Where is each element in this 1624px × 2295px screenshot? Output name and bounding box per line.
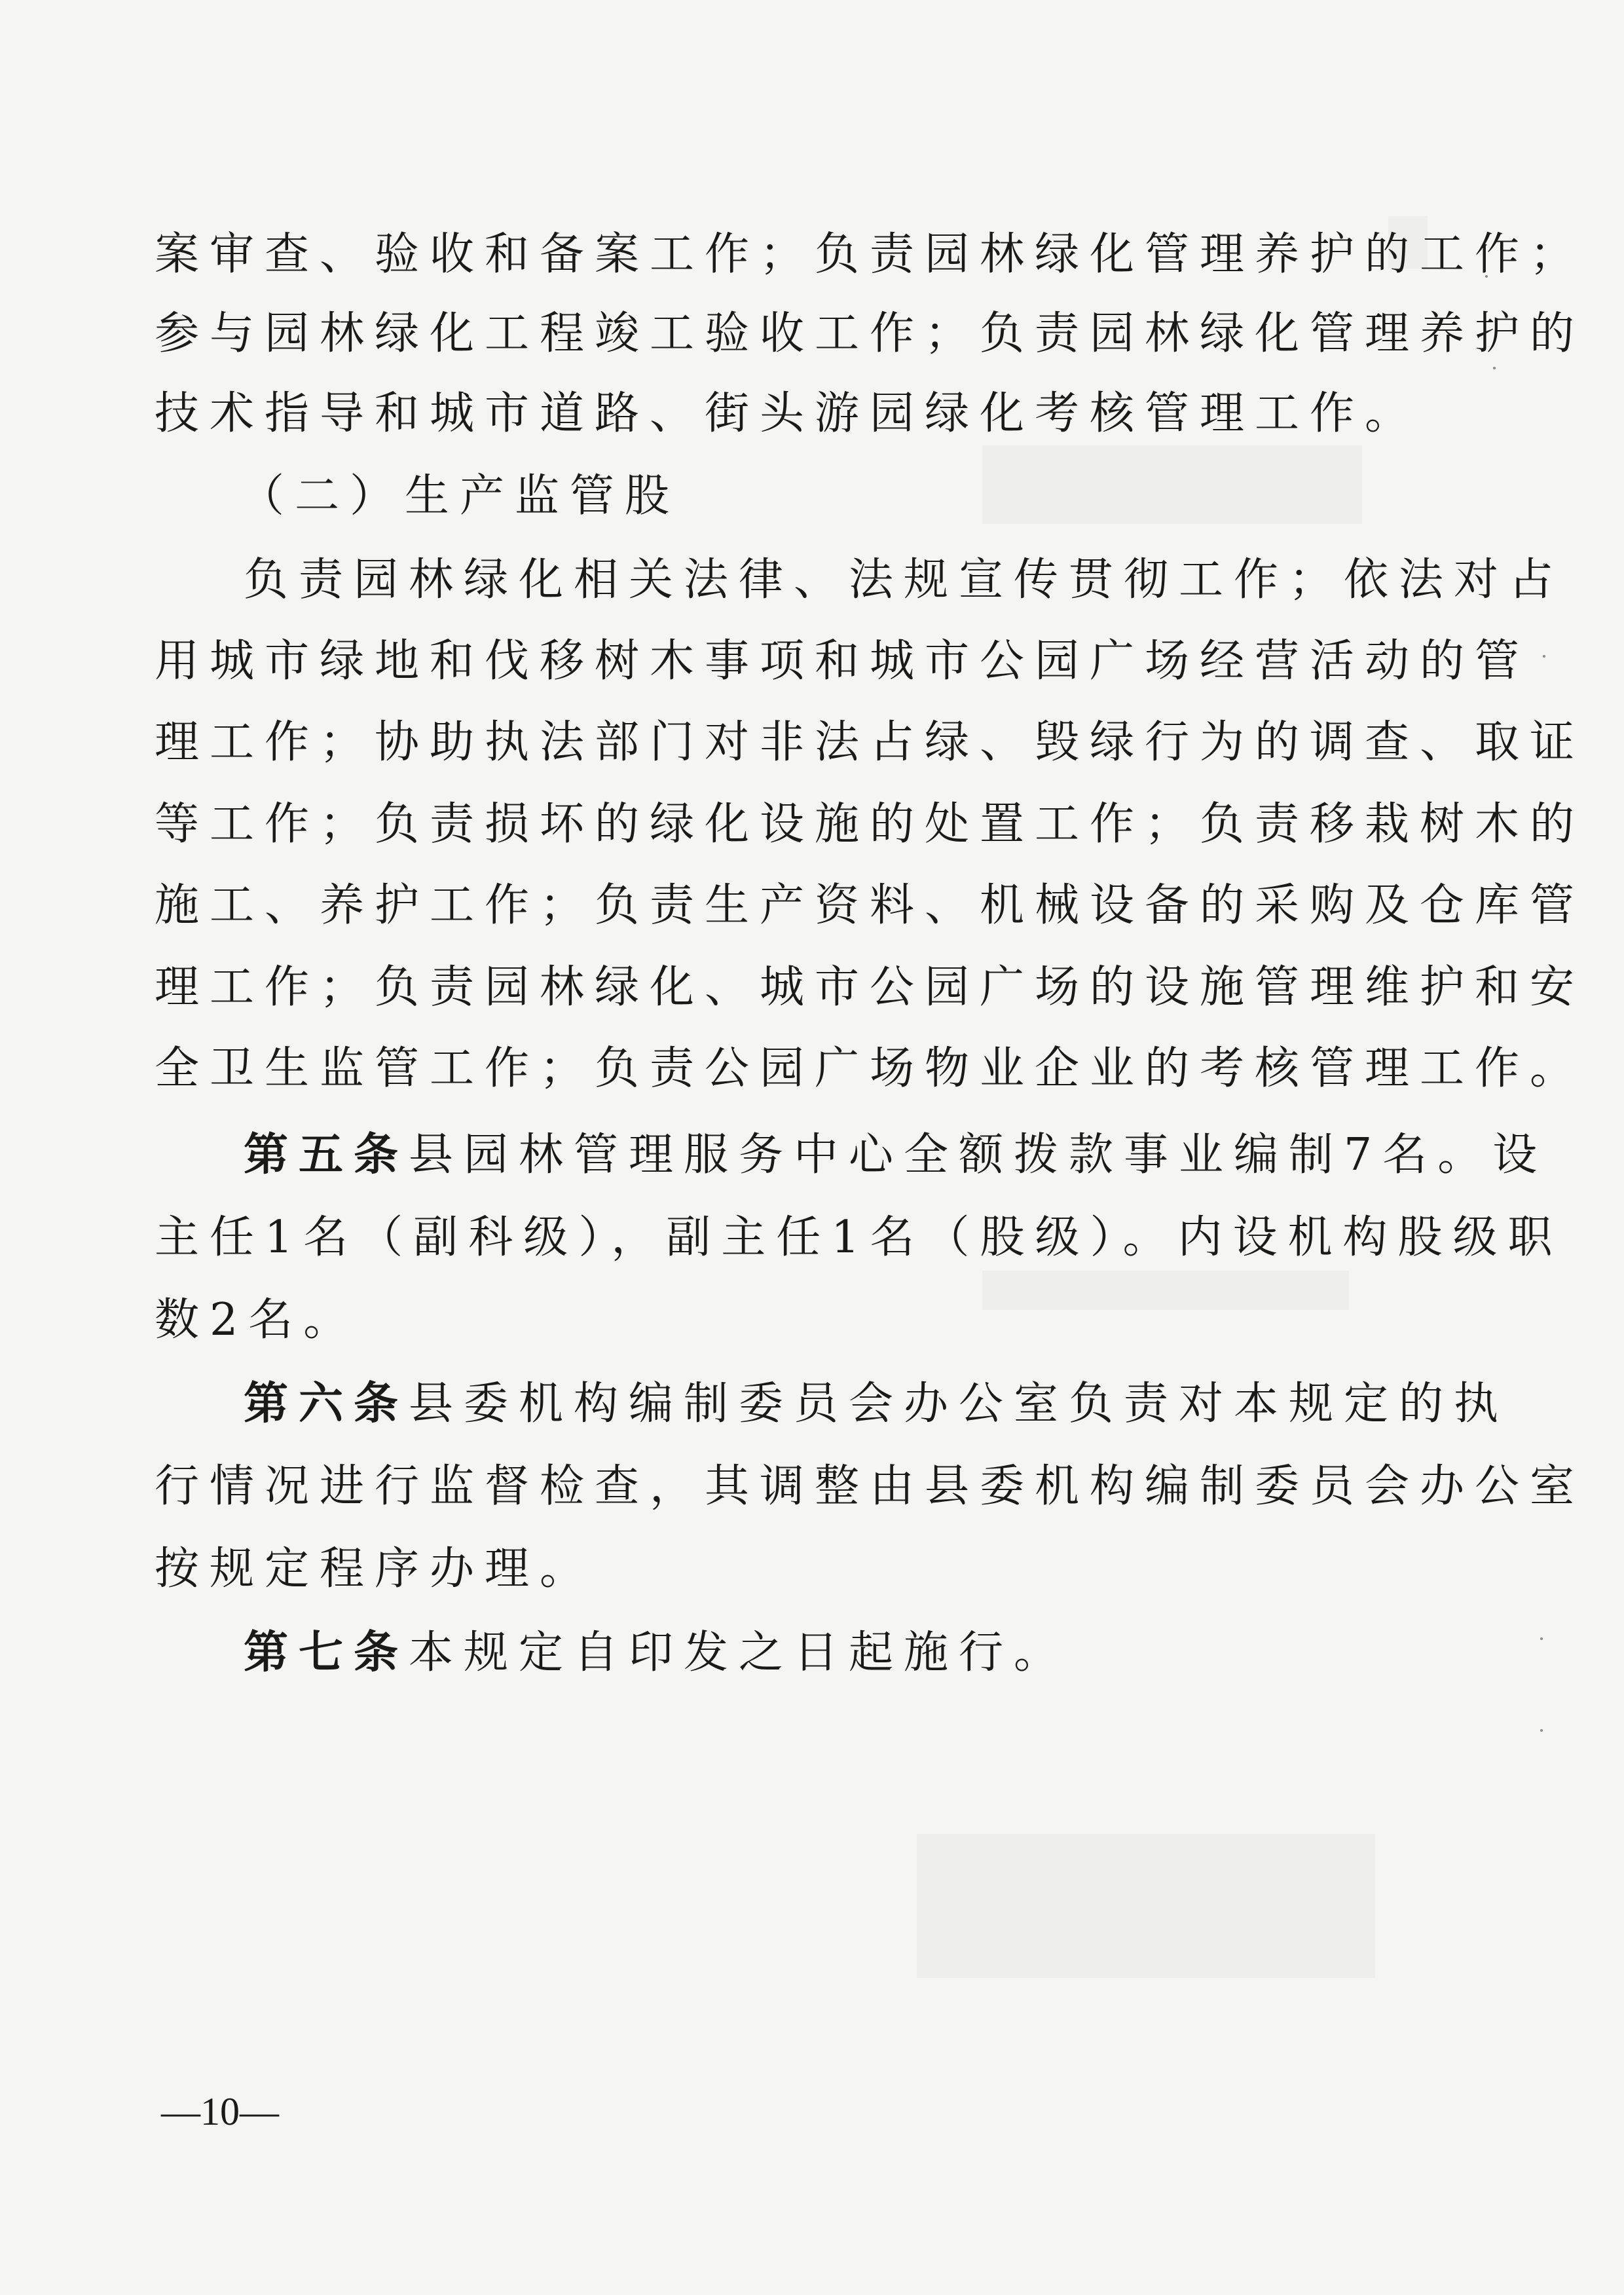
- scan-speck: [1540, 1637, 1543, 1640]
- article-5-line: [244, 1129, 1548, 1181]
- body-line: 理工作；负责园林绿化、城市公园广场的设施管理维护和安: [155, 961, 1585, 1013]
- body-line: 负责园林绿化相关法律、法规宣传贯彻工作；依法对占: [244, 554, 1564, 606]
- body-line: 参与园林绿化工程竣工验收工作；负责园林绿化管理养护的: [155, 308, 1585, 360]
- page-number: —10—: [161, 2090, 279, 2133]
- article-6-label: 第六条: [244, 1378, 409, 1430]
- scan-speck: [1543, 655, 1545, 658]
- body-line: 数2名。: [155, 1294, 359, 1346]
- article-6-text: 县委机构编制委员会办公室负责对本规定的执: [409, 1378, 1509, 1430]
- bleed-through-mark: [982, 1271, 1349, 1310]
- body-line: 主任1名（副科级），副主任1名（股级）。内设机构股级职: [155, 1212, 1563, 1263]
- scan-speck: [1493, 367, 1496, 369]
- body-line: 技术指导和城市道路、街头游园绿化考核管理工作。: [155, 388, 1420, 439]
- body-line: 等工作；负责损坏的绿化设施的处置工作；负责移栽树木的: [155, 798, 1585, 850]
- article-5-label: 第五条: [244, 1129, 409, 1181]
- bleed-through-mark: [982, 445, 1362, 524]
- body-line: 行情况进行监督检查，其调整由县委机构编制委员会办公室: [155, 1461, 1585, 1512]
- body-line: 案审查、验收和备案工作；负责园林绿化管理养护的工作；: [155, 229, 1585, 280]
- article-5-text: 县园林管理服务中心全额拨款事业编制7名。设: [409, 1129, 1548, 1181]
- bleed-through-mark: [917, 1834, 1375, 1978]
- article-7-label: 第七条: [244, 1627, 409, 1679]
- article-7-line: [244, 1627, 1069, 1679]
- body-line: 按规定程序办理。: [155, 1543, 595, 1595]
- body-line: 用城市绿地和伐移树木事项和城市公园广场经营活动的管: [155, 635, 1530, 687]
- section-heading: （二）生产监管股: [240, 470, 680, 522]
- article-7-text: 本规定自印发之日起施行。: [409, 1627, 1069, 1679]
- body-line: 施工、养护工作；负责生产资料、机械设备的采购及仓库管: [155, 880, 1585, 931]
- article-6-line: [244, 1378, 1509, 1430]
- body-line: 理工作；协助执法部门对非法占绿、毁绿行为的调查、取证: [155, 717, 1585, 768]
- scan-speck: [1540, 1729, 1543, 1732]
- body-line: 全卫生监管工作；负责公园广场物业企业的考核管理工作。: [155, 1043, 1585, 1094]
